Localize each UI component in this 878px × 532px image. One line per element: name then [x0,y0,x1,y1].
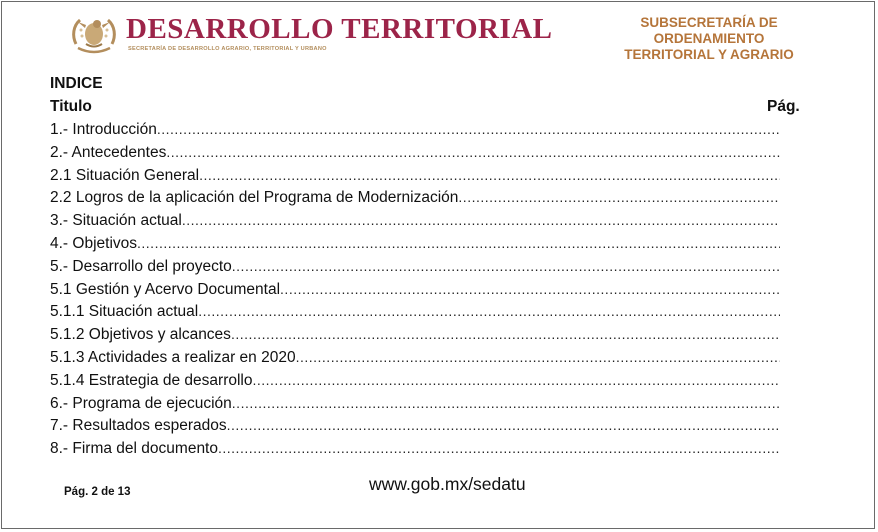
column-page-heading: Pág. [767,98,800,115]
toc-item [50,189,780,212]
dot-leader [198,303,780,319]
dot-leader [232,258,780,274]
toc-item [50,281,780,304]
toc-item-label: 8.- Firma del documento [50,440,218,458]
toc-item-label: 2.- Antecedentes [50,143,167,161]
toc-item-label: 7.- Resultados esperados [50,417,227,435]
toc-item [50,167,780,190]
toc-item [50,326,780,349]
coat-of-arms-icon [68,14,120,56]
dot-leader [458,189,780,205]
toc-item [50,144,780,167]
dot-leader [227,417,780,433]
dot-leader [296,349,780,365]
toc-item-label: 5.1.1 Situación actual [50,303,199,321]
index-heading: INDICE [50,75,103,92]
toc-item-label: 5.- Desarrollo del proyecto [50,257,232,275]
dot-leader [280,281,780,297]
dot-leader [182,212,780,228]
toc-item [50,212,780,235]
toc-item-label: 1.- Introducción [50,121,157,138]
toc-item-label: 5.1.2 Objetivos y alcances [50,326,231,344]
subsecretaria-block [590,15,828,63]
table-of-contents [50,121,780,463]
subsecretaria-line: ORDENAMIENTO [653,31,765,46]
subsecretaria-line: TERRITORIAL Y AGRARIO [624,47,794,62]
toc-item [50,372,780,395]
dot-leader [166,144,780,160]
dot-leader [252,372,780,388]
toc-item [50,349,780,372]
toc-item-label: 3.- Situación actual [50,212,182,230]
toc-item [50,440,780,463]
toc-item-label: 5.1 Gestión y Acervo Documental [50,280,281,298]
dot-leader [231,326,780,342]
toc-item-label: 5.1.4 Estrategia de desarrollo [50,371,253,389]
toc-item-label: 2.2 Logros de la aplicación del Programa de Modernización [50,189,459,207]
toc-item-label: 6.- Programa de ejecución [50,394,232,412]
toc-item [50,235,780,258]
toc-item [50,417,780,440]
footer-url: www.gob.mx/sedatu [369,474,526,494]
header-title: DESARROLLO TERRITORIAL [126,13,553,45]
toc-item-label: 5.1.3 Actividades a realizar en 2020 [50,348,296,366]
subsecretaria-line: SUBSECRETARÍA DE [640,15,778,30]
toc-item-label: 4.- Objetivos [50,234,138,252]
toc-item [50,258,780,281]
header-subtitle: SECRETARÍA DE DESARROLLO AGRARIO, TERRITORIAL Y URBANO [128,46,327,52]
document-page [1,1,875,529]
toc-item [50,303,780,326]
dot-leader [157,121,780,137]
dot-leader [137,235,780,251]
column-title-heading: Titulo [50,98,92,115]
toc-item [50,121,780,144]
toc-item-label: 2.1 Situación General [50,166,200,184]
dot-leader [232,395,780,411]
dot-leader [199,167,780,183]
page-number: Pág. 2 de 13 [64,486,131,498]
toc-item [50,395,780,418]
dot-leader [218,440,780,456]
